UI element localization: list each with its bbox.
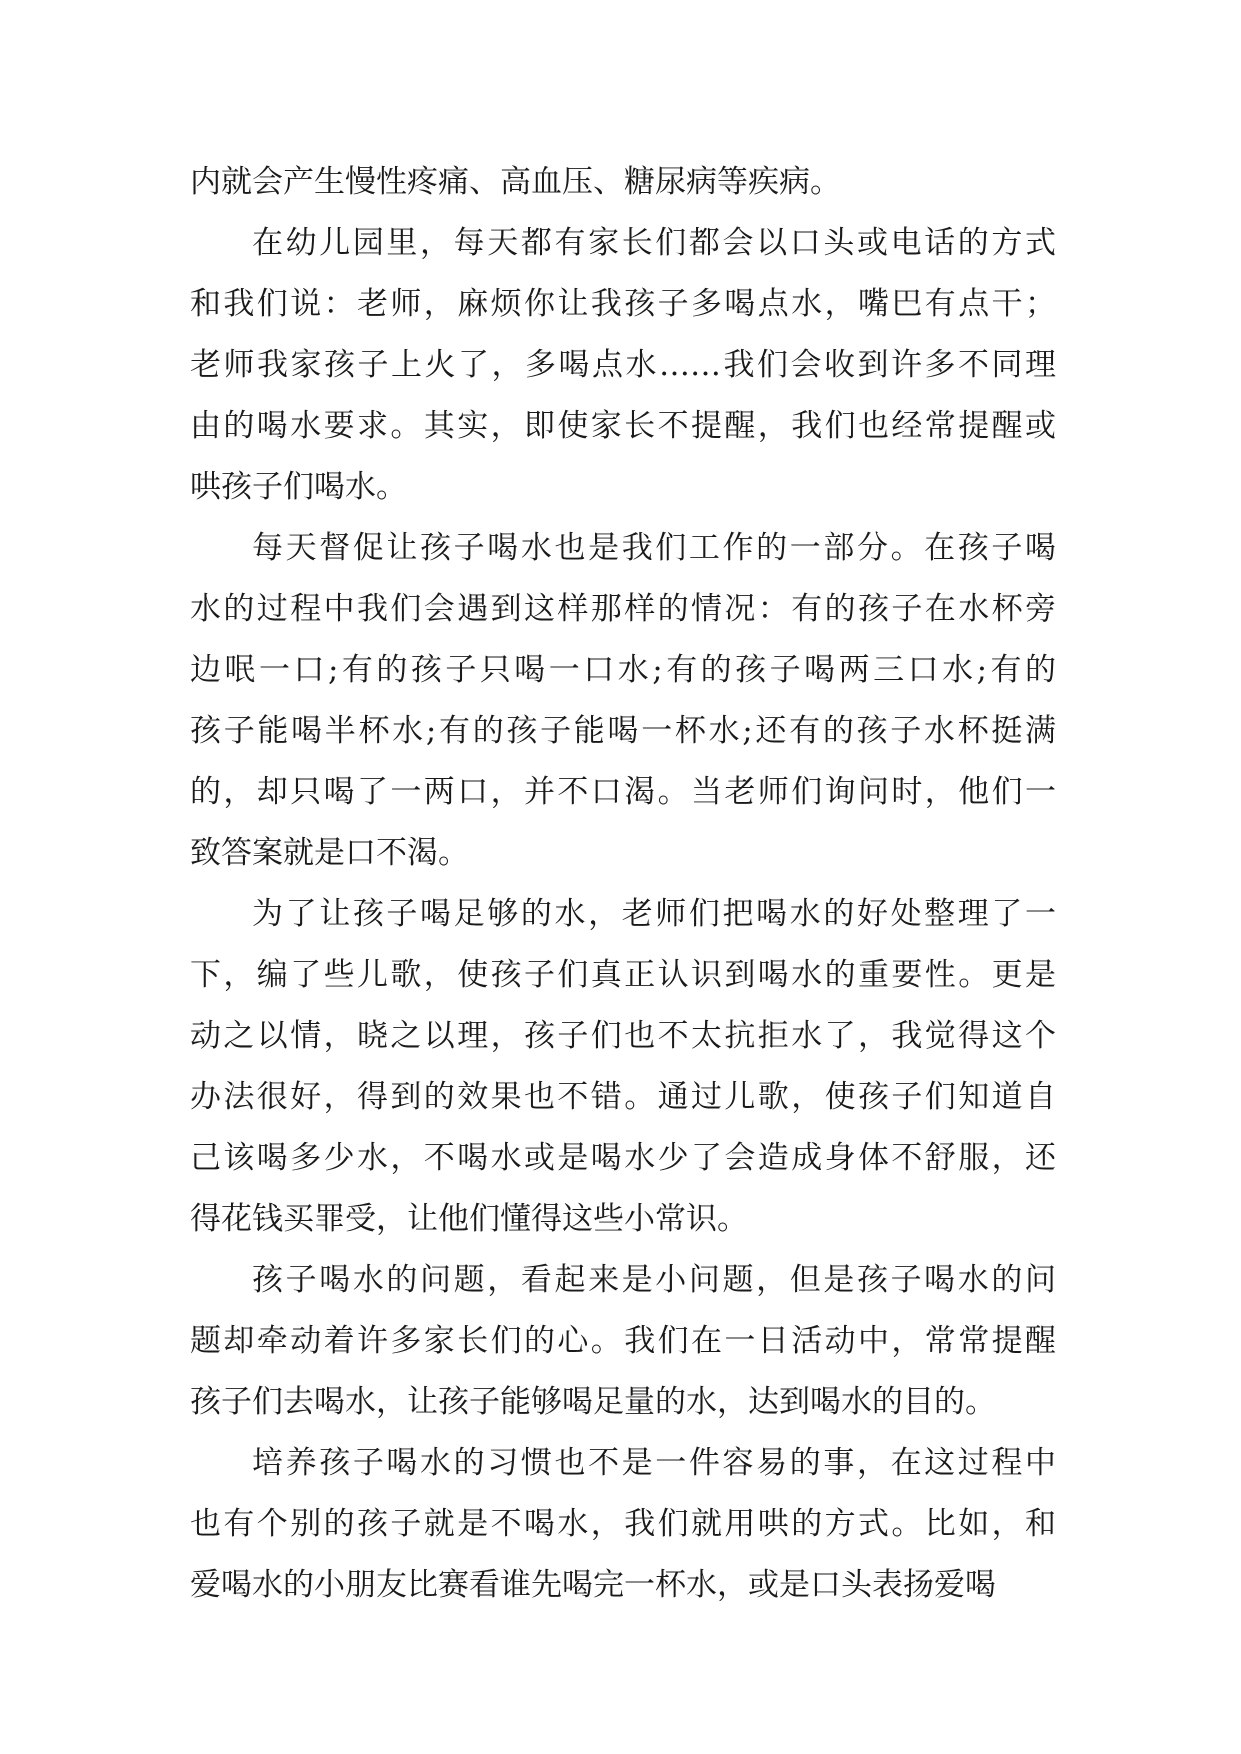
text-line: 动之以情，晓之以理，孩子们也不太抗拒水了，我觉得这个	[190, 1018, 1056, 1054]
text-line: 为了让孩子喝足够的水，老师们把喝水的好处整理了一	[252, 896, 1056, 932]
paragraph	[190, 518, 1056, 884]
text-line: 和我们说：老师，麻烦你让我孩子多喝点水，嘴巴有点干；	[190, 286, 1056, 322]
text-line: 孩子喝水的问题，看起来是小问题，但是孩子喝水的问	[252, 1262, 1056, 1298]
text-line: 致答案就是口不渴。	[190, 835, 469, 871]
text-line: 办法很好，得到的效果也不错。通过儿歌，使孩子们知道自	[190, 1079, 1056, 1115]
paragraph	[190, 213, 1056, 518]
text-line: 老师我家孩子上火了，多喝点水……我们会收到许多不同理	[190, 347, 1056, 383]
text-line: 己该喝多少水，不喝水或是喝水少了会造成身体不舒服，还	[190, 1140, 1056, 1176]
text-line: 培养孩子喝水的习惯也不是一件容易的事，在这过程中	[252, 1445, 1056, 1481]
text-line: 由的喝水要求。其实，即使家长不提醒，我们也经常提醒或	[190, 408, 1056, 444]
text-line: 爱喝水的小朋友比赛看谁先喝完一杯水，或是口头表扬爱喝	[190, 1567, 996, 1603]
paragraph	[190, 1250, 1056, 1433]
text-line: 边呡一口;有的孩子只喝一口水;有的孩子喝两三口水;有的	[190, 652, 1056, 688]
text-line: 每天督促让孩子喝水也是我们工作的一部分。在孩子喝	[252, 530, 1056, 566]
text-line: 孩子能喝半杯水;有的孩子能喝一杯水;还有的孩子水杯挺满	[190, 713, 1056, 749]
text-line: 下，编了些儿歌，使孩子们真正认识到喝水的重要性。更是	[190, 957, 1056, 993]
text-line: 题却牵动着许多家长们的心。我们在一日活动中，常常提醒	[190, 1323, 1056, 1359]
paragraph	[190, 152, 1056, 213]
paragraph	[190, 884, 1056, 1250]
text-line: 得花钱买罪受，让他们懂得这些小常识。	[190, 1201, 748, 1237]
document-body	[190, 152, 1056, 1616]
text-line: 哄孩子们喝水。	[190, 469, 407, 505]
text-line: 孩子们去喝水，让孩子能够喝足量的水，达到喝水的目的。	[190, 1384, 996, 1420]
paragraph	[190, 1433, 1056, 1616]
text-line: 的，却只喝了一两口，并不口渴。当老师们询问时，他们一	[190, 774, 1056, 810]
text-line: 内就会产生慢性疼痛、高血压、糖尿病等疾病。	[190, 164, 841, 200]
text-line: 在幼儿园里，每天都有家长们都会以口头或电话的方式	[252, 225, 1056, 261]
text-line: 也有个别的孩子就是不喝水，我们就用哄的方式。比如，和	[190, 1506, 1056, 1542]
text-line: 水的过程中我们会遇到这样那样的情况：有的孩子在水杯旁	[190, 591, 1056, 627]
